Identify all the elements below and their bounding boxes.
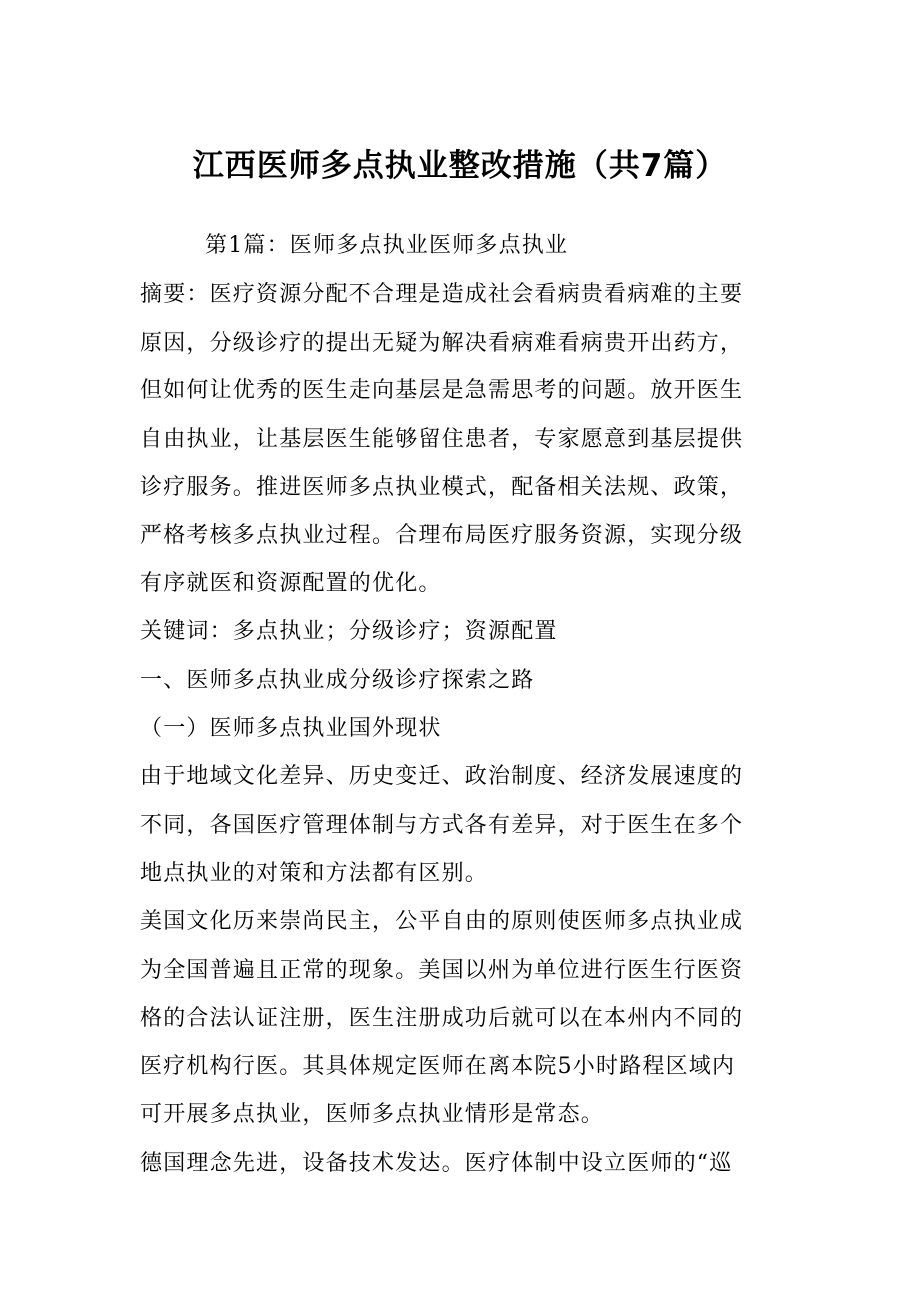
paragraph-line: 地点执业的对策和方法都有区别。: [140, 861, 489, 886]
abstract-line-4: 自由执业，让基层医生能够留住患者，专家愿意到基层提供: [140, 427, 744, 452]
section-heading-1: 一、医师多点执业成分级诊疗探索之路: [140, 668, 535, 693]
paragraph-line: 格的合法认证注册，医生注册成功后就可以在本州内不同的: [140, 1006, 744, 1031]
paragraph-line: 可开展多点执业，医师多点执业情形是常态。: [140, 1102, 605, 1127]
subsection-heading-1: （一）医师多点执业国外现状: [140, 716, 442, 741]
keywords-line: 关键词：多点执业；分级诊疗；资源配置: [140, 619, 558, 644]
paragraph-line: 德国理念先进，设备技术发达。医疗体制中设立医师的“巡: [140, 1151, 733, 1176]
abstract-line-2: 原因，分级诊疗的提出无疑为解决看病难看病贵开出药方，: [140, 331, 744, 356]
abstract-line-6: 严格考核多点执业过程。合理布局医疗服务资源，实现分级: [140, 523, 744, 548]
document-title: 江西医师多点执业整改措施（共7篇）: [192, 148, 728, 184]
abstract-line-3: 但如何让优秀的医生走向基层是急需思考的问题。放开医生: [140, 378, 744, 403]
paragraph-line: 为全国普遍且正常的现象。美国以州为单位进行医生行医资: [140, 958, 744, 983]
section-heading: 第1篇：医师多点执业医师多点执业: [205, 233, 569, 258]
paragraph-line: 美国文化历来崇尚民主，公平自由的原则使医师多点执业成: [140, 909, 744, 934]
abstract-line-1: 摘要：医疗资源分配不合理是造成社会看病贵看病难的主要: [140, 282, 744, 307]
paragraph-line: 医疗机构行医。其具体规定医师在离本院5小时路程区域内: [140, 1054, 736, 1079]
abstract-line-7: 有序就医和资源配置的优化。: [140, 571, 442, 596]
abstract-line-5: 诊疗服务。推进医师多点执业模式，配备相关法规、政策，: [140, 475, 744, 500]
paragraph-line: 由于地域文化差异、历史变迁、政治制度、经济发展速度的: [140, 764, 744, 789]
paragraph-line: 不同，各国医疗管理体制与方式各有差异，对于医生在多个: [140, 813, 744, 838]
